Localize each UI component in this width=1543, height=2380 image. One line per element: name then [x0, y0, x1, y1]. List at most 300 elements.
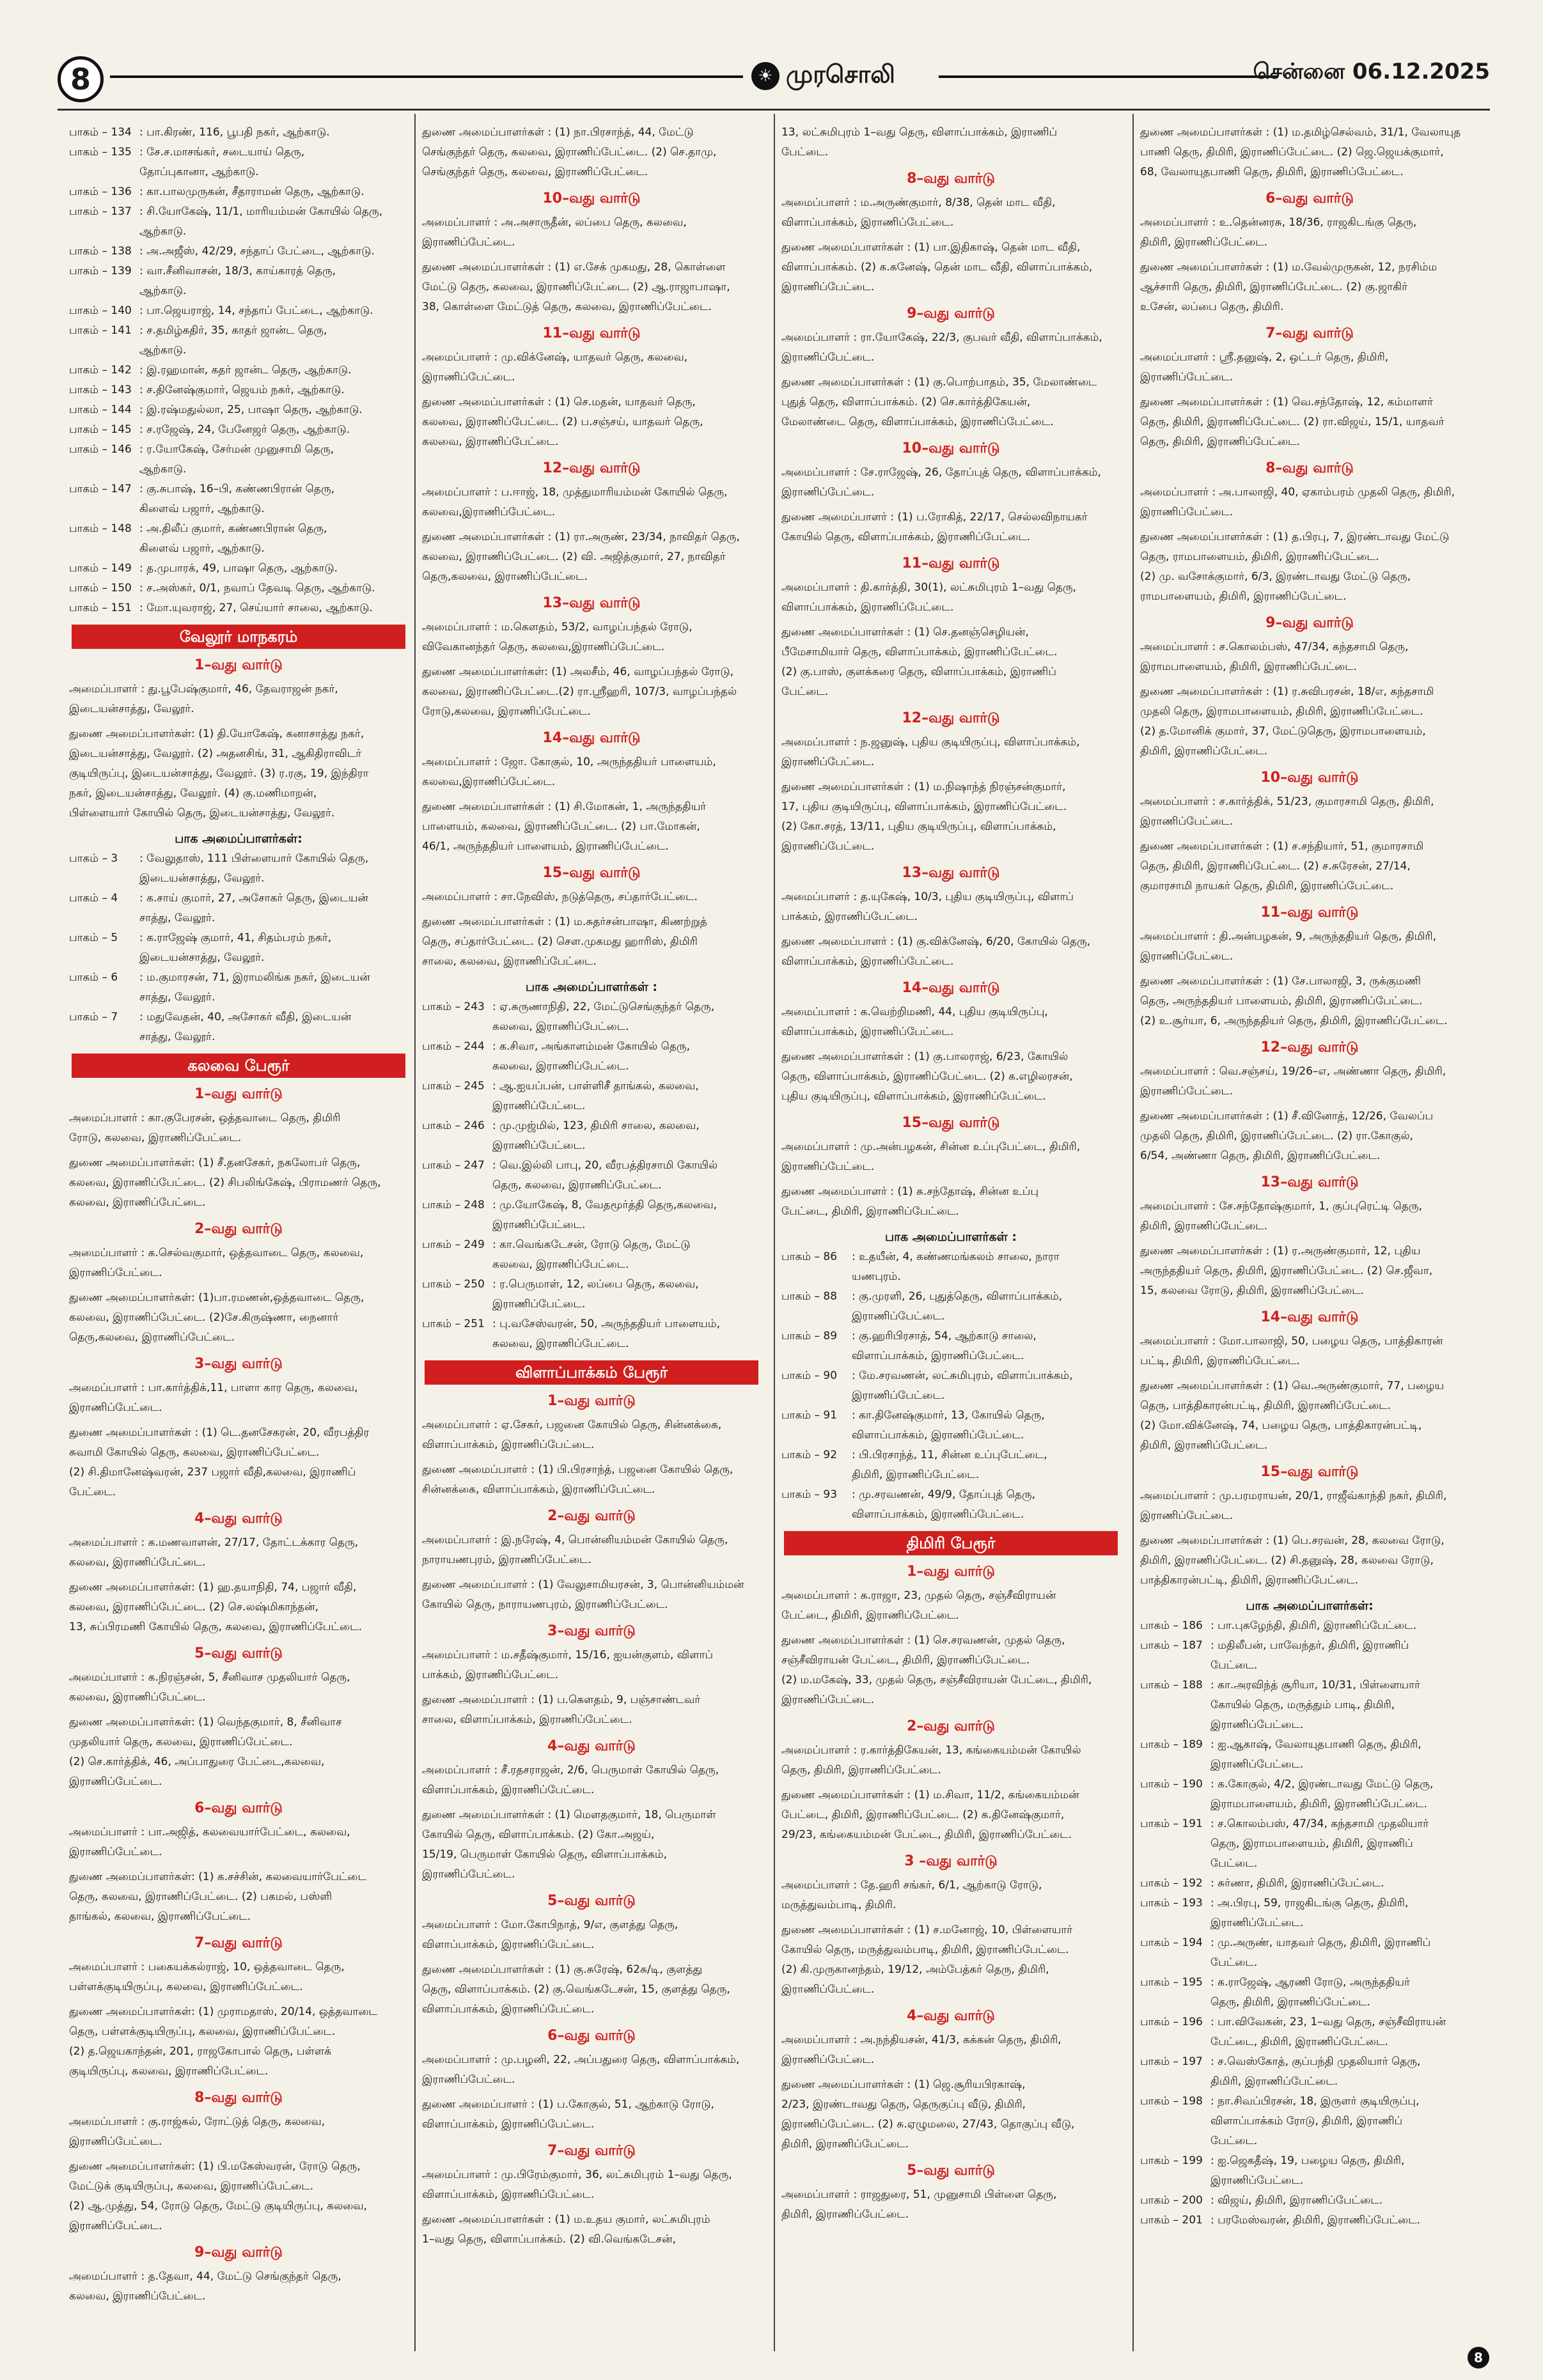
appointment-paragraph [1140, 1197, 1479, 1236]
text-line: கோயில் தெரு, நாராயணபுரம், இராணிப்பேட்டை. [422, 1598, 668, 1611]
booth-entry [69, 519, 408, 539]
booth-label: பாகம் – 192 [1140, 1877, 1203, 1890]
booth-label: பாகம் – 243 [422, 1000, 485, 1013]
text-line: இராணிப்பேட்டை. [69, 2220, 162, 2232]
text-line: இராணிப்பேட்டை. [781, 756, 875, 768]
appointment-paragraph [1140, 393, 1479, 452]
booth-value: கோயில் தெரு, மருத்தும் பாடி, திமிரி, [1210, 1699, 1395, 1711]
text-line: பீமேசாமியார் தெரு, விளாப்பாக்கம், இராணிப்பேட்டை. [781, 646, 1058, 658]
text-line: 68, வேலாயுதபாணி தெரு, திமிரி, இராணிப்பேட்டை. [1140, 166, 1404, 178]
booth-label [422, 1017, 492, 1037]
appointment-paragraph [1140, 1486, 1479, 1526]
appointment-paragraph [422, 483, 761, 522]
text-line: தெரு, திமிரி, இராணிப்பேட்டை. (2) ச.சுரேசன், 27/14, [1140, 860, 1411, 873]
booth-value: : விஜய், திமிரி, இராணிப்பேட்டை. [1210, 2194, 1383, 2207]
ward-heading: 14–வது வார்டு [1260, 1309, 1359, 1325]
text-line: இராணிப்பேட்டை. [1140, 815, 1234, 828]
text-line: கலவை, இராணிப்பேட்டை. (2)சே.கிருஷ்ணா, நைனார் [69, 1311, 339, 1324]
booth-entry [1140, 1636, 1479, 1656]
text-line: இராணிப்பேட்டை. [1140, 506, 1234, 518]
appointment-paragraph [422, 662, 761, 722]
text-line: புதுத் தெரு, விளாப்பாக்கம். (2) செ.கார்த்திகேயன், [781, 396, 1031, 408]
booth-entry [1140, 2072, 1479, 2092]
text-line: அமைப்பாளர் : மு.பழனி, 22, அப்பதுரை தெரு, விளாப்பாக்கம், [422, 2053, 740, 2066]
text-line: நாராயணபுரம், இராணிப்பேட்டை. [422, 1553, 591, 1566]
text-line: அமைப்பாளர் : ரா.யோகேஷ், 22/3, குபவர் வீதி, விளாப்பாக்கம், [781, 331, 1102, 344]
ward-heading: 13–வது வார்டு [542, 595, 641, 611]
booth-label [422, 1295, 492, 1314]
booth-label: பாகம் – 88 [781, 1290, 838, 1303]
booth-entry [69, 968, 408, 988]
text-line: கோயில் தெரு, மருத்துவம்பாடி, திமிரி, இராணிப்பேட்டை. [781, 1943, 1069, 1956]
booth-entry [781, 1445, 1120, 1465]
booth-value: : ச.தமிழ்கதிர், 35, காதர் ஜான்ட தெரு, [139, 324, 327, 337]
booth-entry [422, 1176, 761, 1195]
booth-label: பாகம் – 245 [422, 1080, 485, 1093]
appointment-paragraph [69, 1153, 408, 1213]
booth-entry [422, 1116, 761, 1136]
booth-entry [1140, 2012, 1479, 2032]
text-line: துணை அமைப்பாளர் : (1) ப.ரோகித், 22/17, செல்லவிநாயகர் [781, 511, 1088, 524]
booth-label: பாகம் – 250 [422, 1278, 485, 1291]
text-line: பேட்டை, திமிரி, இராணிப்பேட்டை. [781, 1205, 959, 1218]
booth-value: கலவை, இராணிப்பேட்டை. [492, 1337, 629, 1350]
booth-entry [69, 301, 408, 321]
booth-entry [422, 1136, 761, 1156]
text-line: குடியிருப்பு, இடையன்சாத்து, வேலூர். (3) ர.ரகு, 19, இந்திரா [69, 767, 369, 780]
booth-value: விளாப்பாக்கம், இராணிப்பேட்டை. [852, 1349, 1024, 1362]
text-line: தெரு, கலவை, இராணிப்பேட்டை. (2) பகமல், பஸ்ளி [69, 1890, 333, 1903]
text-line: அமைப்பாளர் : த.தேவா, 44, மேட்டு செங்குந்தர் தெரு, [69, 2270, 341, 2283]
booth-value: : கா.தினேஷ்குமார், 13, கோயில் தெரு, [852, 1409, 1045, 1422]
appointment-paragraph [781, 193, 1120, 233]
text-line: துணை அமைப்பாளர்கள்: (1) சீ.தனசேகர், நகலோபர் தெரு, [69, 1156, 361, 1169]
text-line: புதிய குடியிருப்பு, விளாப்பாக்கம், இராணிப்பேட்டை. [781, 1090, 1046, 1103]
booth-entry [1140, 1933, 1479, 1953]
booth-entry [69, 598, 408, 618]
booth-entry [1140, 1894, 1479, 1913]
booth-entry [69, 559, 408, 579]
booth-value: : அ.பிரபு, 59, ராஜகிடங்கு தெரு, திமிரி, [1210, 1897, 1409, 1909]
booth-entry [69, 1007, 408, 1027]
booth-value: : மதுவேதன், 40, அசோகர் வீதி, இடையன் [139, 1011, 352, 1023]
booth-label: பாகம் – 86 [781, 1250, 838, 1263]
text-line: துணை அமைப்பாளர்கள் : (1) சி.மோகன், 1, அருந்ததியர் [422, 800, 707, 813]
booth-label: பாகம் – 190 [1140, 1778, 1203, 1791]
booth-label [781, 1426, 852, 1445]
text-line: விளாப்பாக்கம், இராணிப்பேட்டை. [422, 1438, 595, 1451]
booth-label: பாகம் – 140 [69, 304, 132, 317]
appointment-paragraph [69, 724, 408, 823]
booth-label [69, 948, 139, 968]
text-line: கலவை, இராணிப்பேட்டை.(2) ரா.ஸ்ரீஹரி, 107/3, வாழப்பந்தல் [422, 685, 737, 698]
booth-value: : ர.யோகேஷ், சேர்மன் முனுசாமி தெரு, [139, 443, 334, 456]
text-line: ரோடு,கலவை, இராணிப்பேட்டை. [422, 705, 591, 718]
appointment-paragraph [781, 733, 1120, 772]
text-line: துணை அமைப்பாளர்கள் : (1) ம.நிஷாந்த் நிரஞ்சன்குமார், [781, 781, 1066, 793]
booth-label: பாகம் – 187 [1140, 1639, 1203, 1652]
booth-entry [69, 849, 408, 869]
text-line: அமைப்பாளர் : த.யுகேஷ், 10/3, புதிய குடியிருப்பு, விளாப் [781, 891, 1074, 903]
text-line: விளாப்பாக்கம், இராணிப்பேட்டை. [422, 2118, 595, 2131]
appointment-paragraph [69, 1533, 408, 1573]
text-line: சாலை, கலவை, இராணிப்பேட்டை. [422, 955, 597, 968]
text-line: துணை அமைப்பாளர் : (1) பி.பிரசாந்த், பஜனை கோயில் தெரு, [422, 1463, 733, 1476]
column-4 [1140, 123, 1479, 2347]
text-line: முதலி தெரு, இராமபாளையம், திமிரி, இராணிப்பேட்டை. [1140, 705, 1423, 718]
booth-label [69, 539, 139, 559]
text-line: ரோடு, கலவை, இராணிப்பேட்டை. [69, 1132, 242, 1144]
booth-label [1140, 1854, 1210, 1874]
header-rule-right [939, 75, 1278, 78]
booth-value: இராணிப்பேட்டை. [492, 1139, 586, 1152]
text-line: (2) கோ.சரத், 13/11, புதிய குடியிருப்பு, விளாப்பாக்கம், [781, 820, 1056, 833]
text-line: துணை அமைப்பாளர்கள்: (1) வெந்தகுமார், 8, சீனிவாச [69, 1716, 342, 1729]
ward-heading: 10–வது வார்டு [1260, 770, 1359, 786]
booth-label: பாகம் – 200 [1140, 2194, 1203, 2207]
appointment-paragraph [1140, 123, 1479, 182]
text-line: சுவாமி கோயில் தெரு, கலவை, இராணிப்பேட்டை. [69, 1446, 320, 1459]
booth-value: பேட்டை. [1210, 1659, 1258, 1672]
booth-value: ஆற்காடு. [139, 225, 187, 238]
booth-entry [1140, 1676, 1479, 1695]
text-line: துணை அமைப்பாளர்கள் : (1) ம.வேல்முருகன், 12, நரசிம்ம [1140, 261, 1437, 274]
booth-value: இடையன்சாத்து, வேலூர். [139, 872, 265, 885]
booth-label: பாகம் – 197 [1140, 2055, 1203, 2068]
text-line: இராமபாளையம், திமிரி, இராணிப்பேட்டை. [1140, 660, 1358, 673]
appointment-paragraph [69, 2112, 408, 2152]
text-line: அமைப்பாளர் : ம.சதீஷ்குமார், 15/16, ஐயன்குளம், விளாப் [422, 1649, 714, 1661]
booth-value: : நா.சிவப்பிரசன், 18, இருளர் குடியிருப்பு, [1210, 2095, 1420, 2108]
appointment-paragraph [422, 797, 761, 857]
text-line: முதலி தெரு, திமிரி, இராணிப்பேட்டை. (2) ரா.கோகுல், [1140, 1130, 1413, 1142]
text-line: துணை அமைப்பாளர்கள்: (1) அலசீம், 46, வாழப்பந்தல் ரோடு, [422, 665, 734, 678]
booth-value: : ச.தினேஷ்குமார், ஜெயம் நகர், ஆற்காடு. [139, 384, 345, 396]
booth-value: ஆற்காடு. [139, 284, 187, 297]
text-line: அமைப்பாளர் : ஜோ. கோகுல், 10, அருந்ததியர் பாளையம், [422, 756, 716, 768]
booth-entry [69, 988, 408, 1007]
booth-label [1140, 1913, 1210, 1933]
booth-value: : த.முபாரக், 49, பாஷா தெரு, ஆற்காடு. [139, 562, 338, 575]
booth-value: : இ.ரஷ்மதுல்லா, 25, பாஷா தெரு, ஆற்காடு. [139, 403, 363, 416]
appointment-paragraph [422, 1690, 761, 1730]
text-line: அமைப்பாளர் : பகையக்கல்ராஜ், 10, ஒத்தவாடை தெரு, [69, 1961, 345, 1973]
booth-entry [1140, 1715, 1479, 1735]
booth-label: பாகம் – 195 [1140, 1976, 1203, 1989]
appointment-paragraph [1140, 213, 1479, 253]
booth-entry [781, 1465, 1120, 1485]
text-line: இராணிப்பேட்டை. [422, 1868, 515, 1881]
text-line: துணை அமைப்பாளர்கள்: (1) தி.யோகேஷ், கனாசாத்து நகர், [69, 727, 364, 740]
booth-label: பாகம் – 142 [69, 364, 132, 377]
area-heading: விளாப்பாக்கம் பேரூர் [425, 1360, 758, 1385]
text-line: துணை அமைப்பாளர்கள்: (1) பி.மகேஸ்வரன், ரோடு தெரு, [69, 2160, 361, 2173]
booth-label: பாகம் – 194 [1140, 1936, 1203, 1949]
booth-label: பாகம் – 6 [69, 971, 118, 984]
text-line: தாங்கல், கலவை, இராணிப்பேட்டை. [69, 1910, 251, 1923]
appointment-paragraph [1140, 1062, 1479, 1101]
header-rule-left [110, 75, 743, 78]
text-line: (2) ஆ.முத்து, 54, ரோடு தெரு, மேட்டு குடியிருப்பு, கலவை, [69, 2200, 367, 2213]
booth-value: : சுர்ணா, திமிரி, இராணிப்பேட்டை. [1210, 1877, 1384, 1890]
text-line: துணை அமைப்பாளர்கள் : (1) சே.பாலாஜி, 3, ருக்குமணி [1140, 975, 1421, 988]
ward-heading: 8–வது வார்டு [1265, 460, 1354, 476]
appointment-paragraph [1140, 972, 1479, 1031]
booth-label: பாகம் – 137 [69, 205, 132, 218]
appointment-paragraph [781, 1137, 1120, 1177]
booth-value: : சே.ச.மாசங்கர், சடையாய் தெரு, [139, 146, 305, 159]
appointment-paragraph [422, 348, 761, 387]
text-line: 6/54, அண்ணா தெரு, திமிரி, இராணிப்பேட்டை. [1140, 1149, 1381, 1162]
text-line: விளாப்பாக்கம், இராணிப்பேட்டை. [422, 1938, 595, 1951]
booth-label: பாகம் – 90 [781, 1369, 838, 1382]
ward-heading: 3 –வது வார்டு [904, 1853, 998, 1869]
booth-value: : இ.ரஹமான், கதர் ஜான்ட தெரு, ஆற்காடு. [139, 364, 352, 377]
text-line: இராணிப்பேட்டை. [1140, 371, 1234, 384]
ward-heading: 11–வது வார்டு [1260, 905, 1359, 921]
text-line: அமைப்பாளர் : கு.ராஜ்கல், ரோட்டுத் தெரு, கலவை, [69, 2115, 325, 2128]
booth-value: : அ.திலீப் குமார், கண்ணபிரான் தெரு, [139, 522, 327, 535]
text-line: அமைப்பாளர் : தி.கார்த்தி, 30(1), லட்சுமிபுரம் 1–வது தெரு, [781, 581, 1077, 594]
booth-value: விளாப்பாக்கம், இராணிப்பேட்டை. [852, 1429, 1024, 1442]
booth-value: : க.ராஜேஷ், ஆரணி ரோடு, அருந்ததியர் [1210, 1976, 1410, 1989]
booth-entry [69, 341, 408, 361]
text-line: அமைப்பாளர் : வெ.சஞ்சய், 19/26–எ, அண்ணா தெரு, திமிரி, [1140, 1065, 1446, 1078]
text-line: (2) த.ஜெயகாந்தன், 201, ராஜகோபால் தெரு, பள்ளக் [69, 2045, 332, 2058]
booth-value: : பா.விவேகன், 23, 1–வது தெரு, சஞ்சீவிராயன் [1210, 2016, 1446, 2028]
booth-label: பாகம் – 244 [422, 1040, 485, 1053]
booth-entry [1140, 2171, 1479, 2191]
booth-entry [69, 499, 408, 519]
text-line: அமைப்பாளர் : சே.ராஜேஷ், 26, தோப்புத் தெரு, விளாப்பாக்கம், [781, 466, 1101, 479]
booth-value: : மு.முஜ்மில், 123, திமிரி சாலை, கலவை, [492, 1119, 700, 1132]
ward-heading: 10–வது வார்டு [902, 440, 1000, 456]
booth-entry [69, 143, 408, 162]
booth-label [1140, 1755, 1210, 1775]
booth-entry [69, 261, 408, 281]
text-line: தெரு, பாத்திகாரன்பட்டி, திமிரி, இராணிப்பேட்டை. [1140, 1399, 1391, 1412]
text-line: (2) மு. வசோக்குமார், 6/3, இரண்டாவது மேட்டு தெரு, [1140, 570, 1411, 583]
booth-label: பாகம் – 248 [422, 1199, 485, 1211]
booth-entry [69, 281, 408, 301]
appointment-paragraph [1140, 348, 1479, 387]
text-line: இராணிப்பேட்டை. [781, 486, 875, 499]
booth-value: : கா.அரவிந்த் சூரியா, 10/31, பிள்ளையார் [1210, 1679, 1420, 1692]
text-line: துணை அமைப்பாளர்கள் : (1) ம.சுதர்சன்பாஷா, கிணற்றுத் [422, 915, 707, 928]
booth-value: தெரு, கலவை, இராணிப்பேட்டை. [492, 1179, 662, 1192]
column-divider [414, 114, 416, 2351]
booth-entry [69, 123, 408, 143]
booth-entry [781, 1485, 1120, 1505]
booth-entry [1140, 1874, 1479, 1894]
ward-heading: 3–வது வார்டு [547, 1623, 636, 1639]
booth-label [422, 1096, 492, 1116]
booth-label [1140, 1794, 1210, 1814]
booth-entry [69, 162, 408, 182]
booth-label: பாகம் – 148 [69, 522, 132, 535]
booth-label [1140, 1953, 1210, 1973]
footer-page-number: 8 [1468, 2347, 1489, 2368]
text-line: (2) சி.திமானேஷ்வரன், 237 பஜார் வீதி,கலவை, இராணிப் [69, 1466, 356, 1479]
booth-entry [781, 1247, 1120, 1267]
text-line: துணை அமைப்பாளர்கள் : (1) மௌதகுமார், 18, பெருமாள் [422, 1808, 716, 1821]
text-line: விளாப்பாக்கம். (2) க.கனேஷ், தென் மாட வீதி, விளாப்பாக்கம், [781, 261, 1093, 274]
text-line: (2) உ.சூர்யா, 6, அருந்ததியர் தெரு, திமிரி, இராணிப்பேட்டை. [1140, 1015, 1448, 1027]
text-line: கலவை,இராணிப்பேட்டை. [422, 506, 556, 518]
text-line: அமைப்பாளர் : க.மணவாளன், 27/17, தோட்டக்கார தெரு, [69, 1536, 359, 1549]
booth-value: தெரு, இராமபாளையம், திமிரி, இராணிப் [1210, 1837, 1413, 1850]
text-line: தெரு,கலவை, இராணிப்பேட்டை. [69, 1331, 235, 1344]
text-line: மேலாண்டை தெரு, விளாப்பாக்கம், இராணிப்பேட்டை. [781, 416, 1054, 428]
booth-entry [1140, 1775, 1479, 1794]
text-line: மேட்டு தெரு, கலவை, இராணிப்பேட்டை. (2) ஆ.ராஜாபாஷா, [422, 281, 730, 293]
booth-value: இராமபாளையம், திமிரி, இராணிப்பேட்டை. [1210, 1798, 1428, 1810]
booth-value: : சி.யோகேஷ், 11/1, மாரியம்மன் கோயில் தெரு, [139, 205, 383, 218]
booth-label [69, 162, 139, 182]
text-line: இராணிப்பேட்டை. [69, 1775, 162, 1788]
booth-value: கலவை, இராணிப்பேட்டை. [492, 1060, 629, 1073]
booth-value: : கு.முரளி, 26, புதுத்தெரு, விளாப்பாக்கம், [852, 1290, 1063, 1303]
text-line: மேட்டுக் குடியிருப்பு, கலவை, இராணிப்பேட்டை. [69, 2180, 314, 2193]
booth-value: : ஐ.ஆகாஷ், வேலாயுதபாணி தெரு, திமிரி, [1210, 1738, 1422, 1751]
booth-label: பாகம் – 93 [781, 1488, 838, 1501]
booth-value: : பு.வசேஸ்வரன், 50, அருந்ததியர் பாளையம், [492, 1318, 721, 1330]
text-line: பட்டி, திமிரி, இராணிப்பேட்டை. [1140, 1355, 1300, 1367]
booth-entry [422, 1295, 761, 1314]
booth-value: : உதயீன், 4, கண்ணமங்கலம் சாலை, நாரா [852, 1250, 1060, 1263]
ward-heading: 12–வது வார்டு [1260, 1039, 1359, 1055]
text-line: 15, கலவை ரோடு, திமிரி, இராணிப்பேட்டை. [1140, 1284, 1365, 1297]
booth-entry [69, 222, 408, 242]
booth-entry [1140, 1755, 1479, 1775]
dateline: சென்னை 06.12.2025 [1253, 59, 1490, 84]
booth-entry [422, 1195, 761, 1215]
booth-value: யணபுரம். [852, 1270, 901, 1283]
appointment-paragraph [1140, 483, 1479, 522]
text-line: தெரு, சப்தார்பேட்டை. (2) செள.முகமது ஹாரிஸ், திமிரி [422, 935, 698, 948]
text-line: கலவை,இராணிப்பேட்டை. [422, 775, 556, 788]
booth-value: : அ.அஜீஸ், 42/29, சந்தாப் பேட்டை, ஆற்காடு. [139, 245, 375, 258]
appointment-paragraph [69, 1378, 408, 1418]
text-line: துணை அமைப்பாளர்கள் : (1) நா.பிரசாந்த், 44, மேட்டு [422, 126, 694, 139]
booth-entry [422, 1037, 761, 1057]
appointment-paragraph [781, 1785, 1120, 1845]
ward-heading: 5–வது வார்டு [194, 1645, 283, 1661]
text-line: (2) செ.கார்த்திக், 46, அப்பாதுரை பேட்டை,கலவை, [69, 1755, 325, 1768]
ward-heading: 2–வது வார்டு [194, 1221, 283, 1237]
ward-heading: 12–வது வார்டு [542, 460, 641, 476]
appointment-paragraph [422, 213, 761, 253]
text-line: அமைப்பாளர் : சா.நேவிஸ், நடுத்தெரு, சப்தார்பேட்டை. [422, 891, 698, 903]
appointment-paragraph [422, 2050, 761, 2090]
text-line: பேட்டை, திமிரி, இராணிப்பேட்டை. [781, 1609, 959, 1622]
text-line: திமிரி, இராணிப்பேட்டை. [1140, 1439, 1268, 1452]
ward-heading: 9–வது வார்டு [194, 2244, 283, 2260]
booth-label [781, 1267, 852, 1287]
text-line: செங்குந்தர் தெரு, கலவை, இராணிப்பேட்டை. (2) செ.தாமு, [422, 146, 717, 159]
sub-heading: பாக அமைப்பாளர்கள்: [175, 832, 302, 846]
appointment-paragraph [781, 1047, 1120, 1107]
booth-label: பாகம் – 3 [69, 852, 118, 865]
ward-heading: 1–வது வார்டு [547, 1393, 636, 1409]
booth-entry [69, 460, 408, 479]
booth-label: பாகம் – 7 [69, 1011, 118, 1023]
booth-label: பாகம் – 191 [1140, 1817, 1203, 1830]
area-heading: திமிரி பேரூர் [784, 1531, 1118, 1555]
appointment-paragraph [69, 1957, 408, 1997]
text-line: இராணிப்பேட்டை. [69, 1401, 162, 1414]
booth-value: பேட்டை. [1210, 1956, 1258, 1969]
booth-label: பாகம் – 189 [1140, 1738, 1203, 1751]
appointment-paragraph [69, 2157, 408, 2236]
appointment-paragraph [422, 2165, 761, 2205]
booth-entry [781, 1307, 1120, 1326]
booth-entry [69, 321, 408, 341]
text-line: இராணிப்பேட்டை. [69, 1266, 162, 1279]
text-line: இராணிப்பேட்டை. [69, 2135, 162, 2148]
appointment-paragraph [781, 1876, 1120, 1915]
appointment-paragraph [422, 752, 761, 792]
text-line: துணை அமைப்பாளர் : (1) சு.சந்தோஷ், சின்ன உப்பு [781, 1185, 1039, 1198]
text-line: இராணிப்பேட்டை. [1140, 1509, 1234, 1522]
booth-value: : பி.பிரசாந்த், 11, சின்ன உப்புபேட்டை, [852, 1449, 1047, 1461]
booth-entry [422, 1255, 761, 1275]
booth-label: பாகம் – 249 [422, 1238, 485, 1251]
booth-value: : பா.கிரண், 116, பூபதி நகர், ஆற்காடு. [139, 126, 330, 139]
appointment-paragraph [422, 2210, 761, 2250]
appointment-paragraph [781, 623, 1120, 702]
booth-label [781, 1386, 852, 1406]
text-line: இடையன்சாத்து, வேலூர். (2) அதனசிங், 31, ஆகிதிராவிடர் [69, 747, 362, 760]
ward-heading: 7–வது வார்டு [194, 1935, 283, 1951]
text-line: 29/23, கங்கையம்மன் பேட்டை, திமிரி, இராணிப்பேட்டை. [781, 1828, 1072, 1841]
booth-label [69, 341, 139, 361]
booth-label [422, 1136, 492, 1156]
text-line: துணை அமைப்பாளர்கள் : (1) பெ.சரவன், 28, கலவை ரோடு, [1140, 1534, 1445, 1547]
booth-value: கலவை, இராணிப்பேட்டை. [492, 1258, 629, 1271]
appointment-paragraph [69, 1578, 408, 1637]
booth-value: ஆற்காடு. [139, 463, 187, 476]
text-line: துணை அமைப்பாளர்கள்: (1)பா.ரமணன்,ஒத்தவாடை தெரு, [69, 1291, 364, 1304]
text-line: (2) கு.பாஸ், குளக்கரை தெரு, விளாப்பாக்கம், இராணிப் [781, 665, 1056, 678]
booth-label [422, 1176, 492, 1195]
booth-entry [781, 1326, 1120, 1346]
booth-value: : மோ.யுவராஜ், 27, செய்யார் சாலை, ஆற்காடு. [139, 602, 373, 614]
booth-label: பாகம் – 138 [69, 245, 132, 258]
booth-entry [781, 1505, 1120, 1525]
text-line: திமிரி, இராணிப்பேட்டை. [781, 2208, 909, 2221]
appointment-paragraph [422, 1915, 761, 1955]
booth-label: பாகம் – 201 [1140, 2214, 1203, 2227]
booth-entry [422, 1334, 761, 1354]
booth-value: சாத்து, வேலூர். [139, 991, 215, 1004]
booth-label [1140, 1656, 1210, 1676]
booth-value: சாத்து, வேலூர். [139, 912, 215, 924]
booth-value: : ச.ரஜேஷ், 24, பேனேஜர் தெரு, ஆற்காடு. [139, 423, 350, 436]
ward-heading: 9–வது வார்டு [907, 306, 995, 322]
ward-heading: 10–வது வார்டு [542, 191, 641, 206]
booth-entry [422, 1314, 761, 1334]
appointment-paragraph [1140, 527, 1479, 607]
text-line: திமிரி, இராணிப்பேட்டை. [1140, 1220, 1268, 1233]
booth-entry [1140, 1913, 1479, 1933]
text-line: கோயில் தெரு, விளாப்பாக்கம். (2) கோ.அஜய், [422, 1828, 655, 1841]
sub-heading: பாக அமைப்பாளர்கள் : [884, 1230, 1017, 1244]
text-line: துணை அமைப்பாளர்கள் : (1) கு.பாலராஜ், 6/23, கோயில் [781, 1050, 1069, 1063]
appointment-paragraph [422, 618, 761, 657]
booth-label: பாகம் – 89 [781, 1330, 838, 1342]
ward-heading: 8–வது வார்டு [907, 171, 995, 187]
